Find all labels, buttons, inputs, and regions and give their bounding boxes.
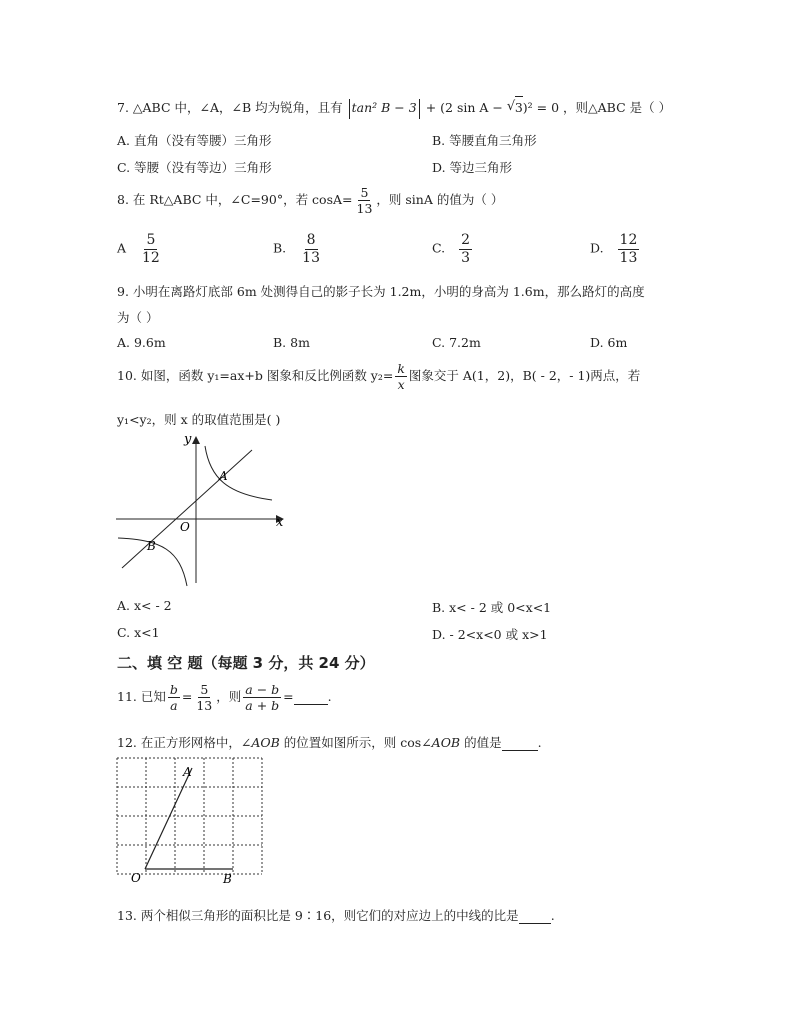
- x-axis-label: x: [276, 515, 284, 530]
- q11-stem: 11. 已知 $\frac{b}{a}$ = $\frac{5}{13}$ ，则 $\frac{a - b}{a + b}$ = .: [117, 682, 332, 714]
- q7-stem-text-2: ，则△ABC 是（ ）: [563, 100, 672, 115]
- q10-stem-line1: 10. 如图，函数 y₁=ax+b 图象和反比例函数 y₂= $\frac{k}{x}$ 图象交于 A(1，2)，B( - 2，- 1)两点，若: [117, 361, 641, 393]
- q8-option-c-fraction: $\frac{2}{3}$: [461, 232, 470, 266]
- q7-plus-expr: + (2 sin A −: [425, 100, 503, 115]
- q11-answer-blank[interactable]: [294, 689, 328, 705]
- q7-option-a[interactable]: A. 直角（没有等腰）三角形: [117, 133, 272, 148]
- q8-option-d[interactable]: D. $\frac{12}{13}$: [590, 232, 638, 266]
- ray-oa: [145, 768, 192, 869]
- grid-label-b: B: [223, 872, 232, 886]
- q7-stem-text-1: 7. △ABC 中，∠A，∠B 均为锐角，且有: [117, 100, 343, 115]
- q9-option-c[interactable]: C. 7.2m: [432, 335, 481, 350]
- graph-background: [112, 428, 292, 593]
- q12-angle-aob-cos: ∠AOB: [421, 735, 461, 750]
- grid-label-o: O: [131, 871, 141, 885]
- section-2-title: 二、填 空 题（每题 3 分，共 24 分）: [117, 654, 375, 672]
- q11-five-thirteenths-fraction: $\frac{5}{13}$: [196, 682, 213, 714]
- q7-stem: [117, 97, 671, 119]
- q8-cos-fraction: $\frac{5}{13}$: [356, 185, 373, 217]
- q7-close-expr: )² = 0: [522, 100, 560, 115]
- q7-option-c[interactable]: C. 等腰（没有等边）三角形: [117, 160, 272, 175]
- q7-option-b[interactable]: B. 等腰直角三角形: [432, 133, 537, 148]
- q12-answer-blank[interactable]: [502, 735, 538, 751]
- q8-stem-suffix: ，则 sinA 的值为（ ）: [376, 192, 504, 208]
- q9-option-d[interactable]: D. 6m: [590, 335, 628, 350]
- q13-stem: 13. 两个相似三角形的面积比是 9∶16，则它们的对应边上的中线的比是 .: [117, 908, 555, 923]
- point-b-label: B: [147, 539, 156, 553]
- q8-option-b[interactable]: B. $\frac{8}{13}$: [273, 232, 320, 266]
- y-axis-label: y: [184, 432, 192, 447]
- q9-option-b[interactable]: B. 8m: [273, 335, 310, 350]
- q10-option-d[interactable]: D. - 2<x<0 或 x>1: [432, 627, 548, 642]
- q11-b-over-a-fraction: $\frac{b}{a}$: [169, 682, 178, 714]
- q7-option-d[interactable]: D. 等边三角形: [432, 160, 513, 175]
- q10-option-c[interactable]: C. x<1: [117, 625, 160, 640]
- q11-target-fraction: $\frac{a - b}{a + b}$: [245, 682, 280, 714]
- q8-stem-prefix: 8. 在 Rt△ABC 中，∠C=90°，若 cosA=: [117, 192, 353, 208]
- q12-angle-aob: ∠AOB: [240, 735, 280, 750]
- q9-option-a[interactable]: A. 9.6m: [117, 335, 166, 350]
- q8-option-a[interactable]: A $\frac{5}{12}$: [117, 232, 160, 266]
- q8-option-a-fraction: $\frac{5}{12}$: [142, 232, 160, 266]
- q8-option-c[interactable]: C. $\frac{2}{3}$: [432, 232, 470, 266]
- q9-stem-line1: 9. 小明在离路灯底部 6m 处测得自己的影子长为 1.2m，小明的身高为 1.6m，那么路灯的高度: [117, 284, 645, 299]
- q10-stem-line2: y₁<y₂，则 x 的取值范围是( ): [117, 412, 281, 427]
- point-a-label: A: [219, 469, 228, 483]
- q10-option-a[interactable]: A. x< - 2: [117, 598, 172, 613]
- q9-stem-line2: 为（ ）: [117, 310, 159, 325]
- q12-stem: 12. 在正方形网格中，∠AOB 的位置如图所示，则 cos∠AOB 的值是 .: [117, 735, 542, 750]
- q8-option-d-fraction: $\frac{12}{13}$: [619, 232, 638, 266]
- q10-function-graph: [112, 428, 292, 593]
- origin-label: O: [180, 520, 190, 534]
- q7-sqrt-value: 3: [514, 100, 523, 115]
- q8-stem: [117, 186, 503, 215]
- abs-bar-left: [349, 99, 350, 119]
- q8-option-b-fraction: $\frac{8}{13}$: [302, 232, 320, 266]
- q13-answer-blank[interactable]: [519, 908, 551, 924]
- q10-option-b[interactable]: B. x< - 2 或 0<x<1: [432, 600, 552, 615]
- q12-square-grid: [112, 754, 268, 900]
- q7-sqrt: √ 3: [507, 97, 523, 119]
- q10-k-over-x-fraction: $\frac{k}{x}$: [397, 361, 405, 393]
- q7-tan-expr: tan² B − 3: [351, 100, 417, 115]
- abs-bar-right: [419, 99, 420, 119]
- grid-label-a: A: [183, 765, 192, 779]
